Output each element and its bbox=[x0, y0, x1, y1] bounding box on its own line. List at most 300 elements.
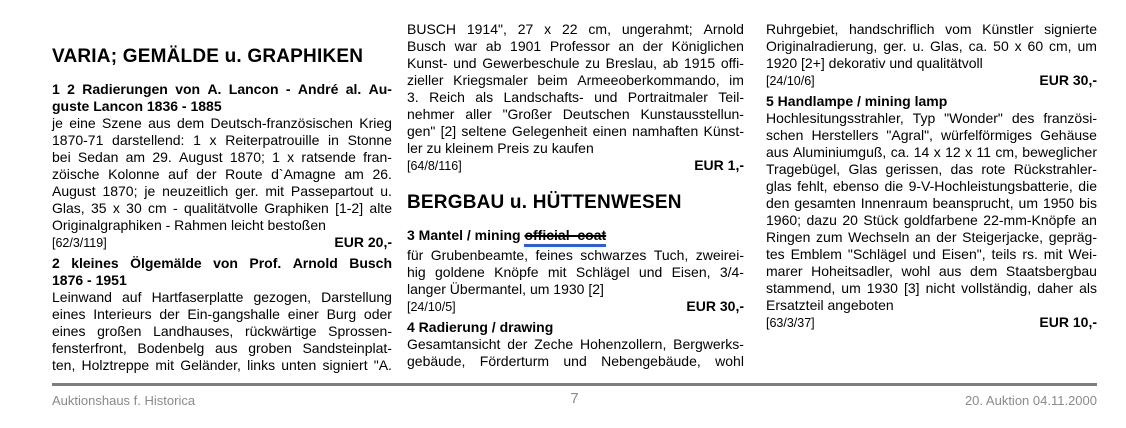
word: Gewerbeschule bbox=[482, 55, 580, 71]
lot-ref-line bbox=[407, 298, 744, 316]
word: Stück bbox=[863, 212, 899, 228]
word: ungerahmt; bbox=[621, 21, 693, 37]
word: Künst- bbox=[703, 123, 744, 139]
word: an bbox=[915, 229, 931, 245]
word: zöische bbox=[52, 166, 100, 182]
word: Emblem bbox=[790, 246, 842, 262]
footer-divider bbox=[52, 383, 1097, 386]
word: dazu bbox=[806, 212, 837, 228]
word: der bbox=[642, 38, 663, 54]
word: offi- bbox=[720, 55, 744, 71]
word: wohl bbox=[901, 263, 931, 279]
text-line bbox=[52, 81, 392, 98]
word: Zeche bbox=[534, 336, 574, 352]
word: Arnold bbox=[703, 21, 744, 37]
text-line bbox=[407, 247, 744, 264]
text-line bbox=[407, 123, 744, 140]
word: x bbox=[112, 200, 120, 216]
word: Schlägel bbox=[575, 264, 630, 280]
text-line bbox=[766, 263, 1097, 280]
word: 1 bbox=[52, 81, 60, 97]
word: des bbox=[1011, 110, 1035, 126]
text-line bbox=[766, 161, 1097, 178]
word: goldene bbox=[435, 264, 485, 280]
word: Arnold bbox=[292, 255, 338, 271]
word: 1915 bbox=[683, 55, 716, 71]
word: gepräg- bbox=[1048, 229, 1097, 245]
word: als bbox=[1079, 280, 1097, 296]
lot-ref-line bbox=[766, 72, 1097, 90]
text-segment: Ersatzteil angeboten bbox=[766, 297, 894, 313]
word: und bbox=[912, 246, 936, 262]
word: Aluminiumguß, bbox=[792, 144, 887, 160]
word: marer bbox=[766, 263, 803, 279]
word: Grubenbeamte, bbox=[430, 247, 529, 263]
word: Ruhrgebiet, bbox=[766, 21, 839, 37]
word: x bbox=[544, 21, 552, 37]
word: x bbox=[1014, 38, 1022, 54]
word: Teil- bbox=[718, 89, 744, 105]
word: die bbox=[1078, 178, 1097, 194]
lot-title bbox=[407, 227, 744, 247]
word: Bodenbelg bbox=[137, 340, 205, 356]
word: André bbox=[297, 81, 339, 97]
word: und bbox=[453, 55, 477, 71]
word: rückwärtige bbox=[244, 323, 317, 339]
word: der bbox=[936, 229, 957, 245]
word: Kolonne bbox=[108, 166, 160, 182]
text-line bbox=[407, 55, 744, 72]
word: eines bbox=[52, 323, 86, 339]
word: handschriflich bbox=[848, 21, 935, 37]
word: 22 bbox=[561, 21, 578, 37]
text-line bbox=[407, 319, 744, 336]
word: fran- bbox=[363, 149, 392, 165]
word: "Großer bbox=[502, 106, 552, 122]
word: ratsende bbox=[301, 149, 356, 165]
word: Reiterpatrouille bbox=[225, 132, 320, 148]
text-line bbox=[407, 72, 744, 89]
word: feines bbox=[535, 247, 573, 263]
word: namhaften bbox=[632, 123, 699, 139]
word: ab bbox=[485, 38, 502, 54]
text-line bbox=[407, 353, 744, 370]
word: ebenso bbox=[833, 178, 879, 194]
text-line bbox=[766, 144, 1097, 161]
section-heading: BERGBAU u. HÜTTENWESEN bbox=[407, 192, 682, 213]
word: Leinwand bbox=[52, 289, 112, 305]
word: 1 bbox=[272, 149, 280, 165]
word: an bbox=[618, 38, 634, 54]
word: Königlichen bbox=[671, 38, 744, 54]
text-line bbox=[407, 336, 744, 353]
word: zieller bbox=[407, 72, 444, 88]
lot-ref-number: [24/10/5] bbox=[407, 300, 456, 314]
word: x bbox=[287, 149, 295, 165]
word: aus bbox=[938, 263, 962, 279]
word: Rückstrahler- bbox=[1013, 161, 1097, 177]
text-segment: 4 Radierung / drawing bbox=[407, 319, 554, 335]
word: Lancon bbox=[228, 81, 279, 97]
word: cm, bbox=[588, 21, 611, 37]
text-segment: langer Übermantel, um 1930 [2] bbox=[407, 281, 604, 297]
word: Wei- bbox=[1068, 246, 1097, 262]
word: gebäude, bbox=[407, 353, 466, 369]
text-line bbox=[52, 289, 392, 306]
word: ca. bbox=[890, 144, 910, 160]
word: Herstellers bbox=[811, 127, 879, 143]
word: zu bbox=[585, 55, 600, 71]
word: oder bbox=[363, 306, 392, 322]
word: Kriegsmaler bbox=[453, 72, 528, 88]
word: Landschafts- bbox=[503, 89, 584, 105]
word: je bbox=[52, 115, 63, 131]
word: [3] bbox=[903, 280, 920, 296]
word: am bbox=[125, 149, 146, 165]
word: eines bbox=[52, 306, 86, 322]
word: fehlt, bbox=[797, 178, 828, 194]
word: [1-2] bbox=[335, 200, 364, 216]
word: x bbox=[965, 144, 973, 160]
word: links bbox=[247, 357, 276, 373]
word: Kunst- bbox=[407, 55, 448, 71]
word: [2] bbox=[440, 123, 457, 139]
text-line bbox=[52, 98, 392, 115]
column-2 bbox=[407, 0, 744, 370]
word: daher bbox=[1037, 280, 1074, 296]
text-line bbox=[766, 229, 1097, 246]
word: Gelegenheit bbox=[511, 123, 588, 139]
lot-title bbox=[407, 319, 744, 336]
word: Deutschen bbox=[562, 106, 630, 122]
word: je bbox=[144, 183, 156, 199]
word: 3/4- bbox=[719, 264, 744, 280]
word: Landhauses, bbox=[153, 323, 234, 339]
word: den bbox=[766, 195, 790, 211]
word: Tuch, bbox=[653, 247, 689, 263]
word: u. bbox=[380, 183, 392, 199]
text-line bbox=[52, 183, 392, 200]
word: 20 bbox=[842, 212, 858, 228]
word: 2 bbox=[67, 81, 75, 97]
text-line bbox=[407, 281, 744, 298]
word: 1914", bbox=[466, 21, 507, 37]
lot-ref-number: [63/3/37] bbox=[766, 316, 815, 330]
text-line bbox=[52, 166, 392, 183]
word: Burg bbox=[326, 306, 357, 322]
lot-price: EUR 20,- bbox=[334, 234, 392, 250]
word: glas bbox=[766, 178, 792, 194]
word: und bbox=[638, 264, 663, 280]
word: Portraitmaler bbox=[627, 89, 708, 105]
text-line bbox=[766, 21, 1097, 38]
word: "Schlägel bbox=[847, 246, 907, 262]
lot-title bbox=[52, 255, 392, 289]
text-line bbox=[52, 323, 392, 340]
word: aus bbox=[148, 115, 171, 131]
word: - bbox=[285, 81, 291, 97]
word: Nebengebäude, bbox=[601, 353, 701, 369]
word: Typ bbox=[912, 110, 936, 126]
text-line bbox=[407, 264, 744, 281]
word: August bbox=[179, 149, 223, 165]
lot-price: EUR 30,- bbox=[686, 298, 744, 314]
word: x bbox=[933, 144, 941, 160]
word: goldfarbene bbox=[903, 212, 978, 228]
word: schwarzes bbox=[580, 247, 647, 263]
word: u. bbox=[912, 38, 925, 54]
word: zum bbox=[816, 229, 843, 245]
word: al. bbox=[345, 81, 362, 97]
text-line bbox=[52, 149, 392, 166]
lot-description bbox=[407, 247, 744, 298]
word: A. bbox=[207, 81, 222, 97]
word: würfelförmiges bbox=[941, 127, 1033, 143]
footer-auction-house: Auktionshaus f. Historica bbox=[52, 393, 196, 408]
text-line bbox=[52, 115, 392, 132]
word: 1870-71 bbox=[52, 132, 104, 148]
word: eine bbox=[69, 115, 96, 131]
word: 26. bbox=[372, 166, 392, 182]
word: Deutsch-französischen bbox=[210, 115, 353, 131]
word: Glas, bbox=[52, 200, 85, 216]
word: Darstellung bbox=[321, 289, 392, 305]
text-segment: 1920 [2+] dekorativ und qualitätvoll bbox=[766, 55, 983, 71]
lot-ref-number: [62/3/119] bbox=[52, 236, 107, 250]
word: Glas bbox=[848, 161, 878, 177]
word: 29. bbox=[152, 149, 172, 165]
word: wohl bbox=[715, 353, 744, 369]
text-line bbox=[766, 195, 1097, 212]
word: Sedan bbox=[77, 149, 119, 165]
word: 11 bbox=[976, 144, 991, 160]
word: am bbox=[344, 166, 364, 182]
lot-description bbox=[52, 115, 392, 234]
word: einen bbox=[592, 123, 627, 139]
word: cm bbox=[148, 200, 167, 216]
word: der bbox=[196, 166, 217, 182]
word: 1 bbox=[193, 132, 201, 148]
word: gen" bbox=[407, 123, 436, 139]
word: großen bbox=[97, 323, 142, 339]
text-line bbox=[407, 38, 744, 55]
word: Krieg bbox=[359, 115, 392, 131]
word: "Agral", bbox=[886, 127, 933, 143]
lot-price: EUR 10,- bbox=[1039, 314, 1097, 330]
text-line bbox=[766, 38, 1097, 55]
word: signierte bbox=[1044, 21, 1097, 37]
section-heading: VARIA; GEMÄLDE u. GRAPHIKEN bbox=[52, 46, 364, 67]
lot-price: EUR 30,- bbox=[1039, 72, 1097, 88]
word: Eisen", bbox=[941, 246, 986, 262]
word: 9-V-Hochleistungsbatterie, bbox=[908, 178, 1073, 194]
text-segment: 5 Handlampe / mining lamp bbox=[766, 93, 948, 109]
word: bis bbox=[1079, 195, 1097, 211]
word: bei bbox=[52, 149, 71, 165]
word: nicht bbox=[925, 280, 956, 296]
word: cm, bbox=[995, 144, 1018, 160]
word: auf bbox=[122, 289, 142, 305]
text-line bbox=[766, 246, 1097, 263]
word: ten, bbox=[52, 357, 76, 373]
text-line bbox=[766, 110, 1097, 127]
lot-description bbox=[407, 336, 744, 370]
lot-description bbox=[766, 21, 1097, 72]
word: 1930 bbox=[866, 280, 898, 296]
text-line bbox=[766, 297, 1097, 314]
lot-price: EUR 1,- bbox=[694, 157, 744, 173]
word: hig bbox=[407, 264, 426, 280]
word: gezogen, bbox=[253, 289, 312, 305]
text-segment: guste Lancon 1836 - 1885 bbox=[52, 98, 222, 114]
text-line bbox=[407, 21, 744, 38]
word: signiert bbox=[322, 357, 368, 373]
text-line bbox=[52, 217, 392, 234]
lot-description bbox=[766, 110, 1097, 314]
word: mit bbox=[265, 183, 285, 199]
word: Stonne bbox=[347, 132, 392, 148]
word: dem bbox=[970, 263, 998, 279]
footer-page-number: 7 bbox=[570, 390, 579, 407]
lot-description bbox=[52, 289, 392, 374]
word: Hochlesitungsstrahler, bbox=[766, 110, 904, 126]
word: tes bbox=[766, 246, 785, 262]
word: cm, bbox=[1049, 38, 1072, 54]
word: 1901 bbox=[510, 38, 542, 54]
lot-ref-line bbox=[52, 234, 392, 252]
text-segment: Originalgraphiken - Rahmen leicht bestoßen bbox=[52, 217, 326, 233]
text-line bbox=[407, 140, 744, 157]
word: Armeeoberkommando, bbox=[577, 72, 720, 88]
word: rote bbox=[981, 161, 1006, 177]
word: Holztreppe bbox=[81, 357, 150, 373]
word: Busch bbox=[407, 38, 446, 54]
text-line bbox=[766, 55, 1097, 72]
text-segment: 1876 - 1951 bbox=[52, 272, 127, 288]
text-line bbox=[407, 89, 744, 106]
text-segment: ler zu kleinem Preis zu kaufen bbox=[407, 140, 594, 156]
word: beim bbox=[537, 72, 568, 88]
word: 2 bbox=[52, 255, 60, 271]
word: Graphiken bbox=[264, 200, 329, 216]
footer-auction-info: 20. Auktion 04.11.2000 bbox=[964, 393, 1097, 408]
word: Gesamtansicht bbox=[407, 336, 501, 352]
word: 1950 bbox=[1042, 195, 1075, 211]
word: an bbox=[1081, 212, 1097, 228]
text-segment: 3 Mantel / mining bbox=[407, 227, 525, 243]
word: fensterfront, bbox=[52, 340, 127, 356]
word: ca. bbox=[968, 38, 988, 54]
word: Glas, bbox=[930, 38, 963, 54]
word: nehmer bbox=[407, 106, 455, 122]
word: von bbox=[175, 81, 201, 97]
word: stammend, bbox=[766, 280, 836, 296]
word: rs. bbox=[1022, 246, 1038, 262]
word: ger. bbox=[235, 183, 259, 199]
word: gerissen, bbox=[885, 161, 943, 177]
word: schen bbox=[766, 127, 804, 143]
word: neuzeitlich bbox=[162, 183, 229, 199]
word: - bbox=[173, 200, 178, 216]
lot-title bbox=[52, 81, 392, 115]
word: Wechseln bbox=[848, 229, 910, 245]
word: Originalradierung, bbox=[766, 38, 878, 54]
word: 1870; bbox=[229, 149, 265, 165]
word: Route bbox=[225, 166, 263, 182]
word: 50 bbox=[993, 38, 1009, 54]
word: Radierungen bbox=[82, 81, 168, 97]
word: und bbox=[594, 89, 618, 105]
text-line bbox=[52, 306, 392, 323]
text-line bbox=[52, 357, 392, 374]
word: dem bbox=[176, 115, 205, 131]
word: darstellend: bbox=[112, 132, 185, 148]
text-line bbox=[766, 280, 1097, 297]
column-1 bbox=[52, 0, 392, 374]
word: Prof. bbox=[249, 255, 282, 271]
word: 12 bbox=[945, 144, 961, 160]
word: die bbox=[884, 178, 904, 194]
lot-title bbox=[766, 93, 1097, 110]
word: um bbox=[1018, 195, 1038, 211]
word: qualitätvolle bbox=[183, 200, 258, 216]
text-line bbox=[52, 132, 392, 149]
word: 35 bbox=[90, 200, 107, 216]
lot-ref-line bbox=[407, 157, 744, 175]
word: im bbox=[729, 72, 744, 88]
word: Sprossen- bbox=[328, 323, 392, 339]
page-footer bbox=[52, 391, 1097, 411]
word: mit bbox=[1043, 246, 1063, 262]
text-line bbox=[52, 200, 392, 217]
word: x bbox=[209, 132, 217, 148]
word: Hohenzollern, bbox=[579, 336, 667, 352]
word: Passepartout bbox=[290, 183, 374, 199]
word: das bbox=[950, 161, 974, 177]
text-line bbox=[52, 255, 392, 272]
text-line bbox=[766, 93, 1097, 110]
text-line bbox=[52, 272, 392, 289]
word: kleines bbox=[71, 255, 119, 271]
word: aller bbox=[465, 106, 492, 122]
word: BUSCH bbox=[407, 21, 457, 37]
word: 1870; bbox=[102, 183, 138, 199]
word: ger. bbox=[883, 38, 907, 54]
word: Steigerjacke, bbox=[962, 229, 1044, 245]
word: Förderturm bbox=[479, 353, 550, 369]
word: für bbox=[407, 247, 424, 263]
word: 60 bbox=[1027, 38, 1044, 54]
word: um bbox=[841, 280, 861, 296]
word: Sandsteinplat- bbox=[302, 340, 392, 356]
word: beansprucht, bbox=[932, 195, 1014, 211]
word: Hoheitsadler, bbox=[811, 263, 893, 279]
word: französi- bbox=[1043, 110, 1097, 126]
word: Szene bbox=[102, 115, 142, 131]
word: "A. bbox=[373, 357, 392, 373]
word: Innenraum bbox=[860, 195, 928, 211]
column-3 bbox=[766, 0, 1097, 332]
word: einer bbox=[287, 306, 319, 322]
word: Künstler bbox=[982, 21, 1034, 37]
word: Ringen bbox=[766, 229, 811, 245]
word: als bbox=[475, 89, 494, 105]
word: Ein-gangshalle bbox=[187, 306, 280, 322]
word: mit bbox=[547, 264, 567, 280]
lot-ref-number: [24/10/6] bbox=[766, 74, 815, 88]
text-line bbox=[766, 178, 1097, 195]
word: "Wonder" bbox=[944, 110, 1003, 126]
